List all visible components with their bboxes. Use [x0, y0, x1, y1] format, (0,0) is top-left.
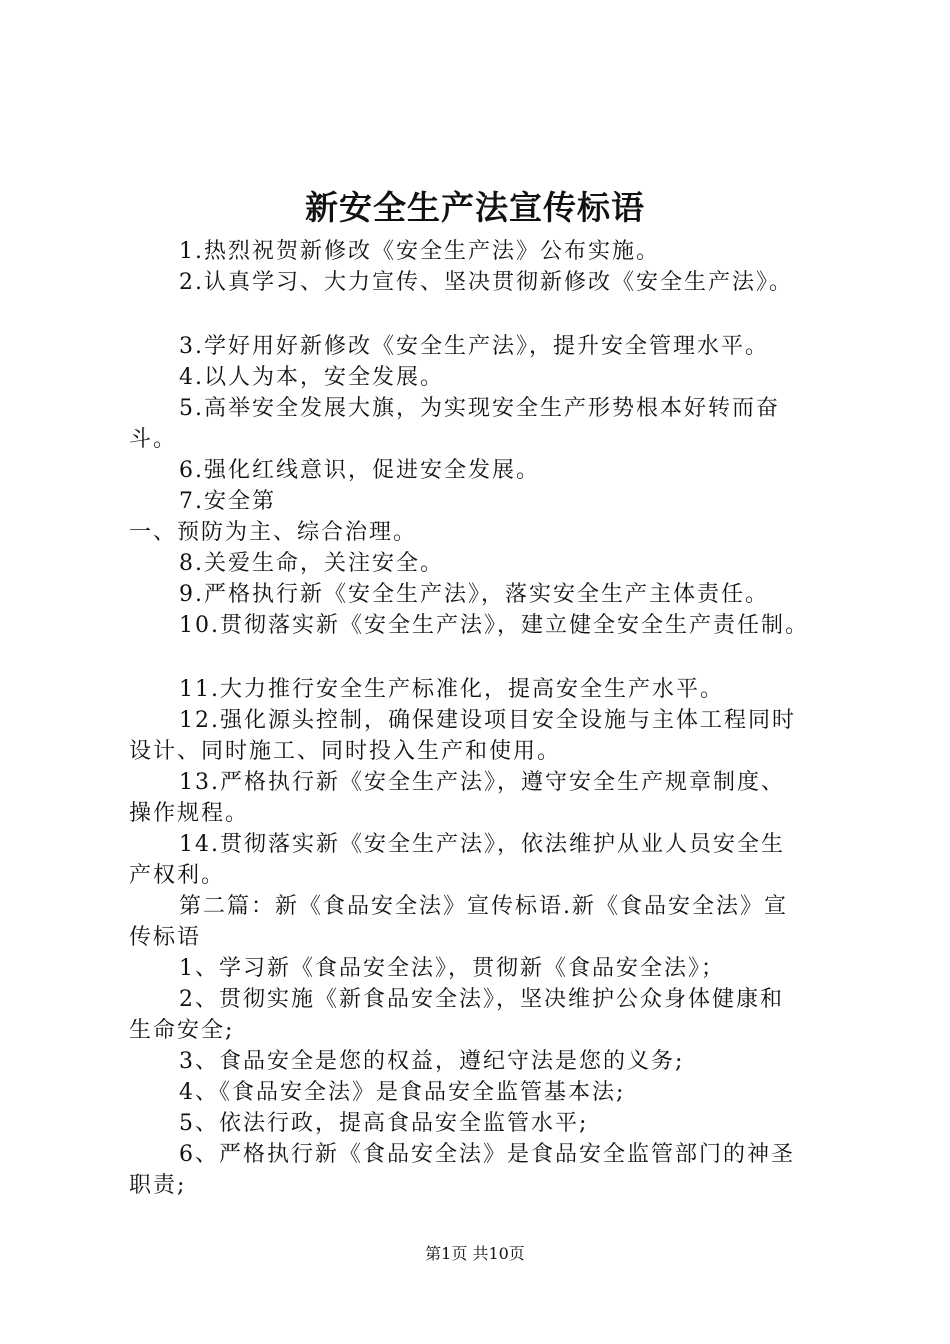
text-line: 5.高举安全发展大旗，为实现安全生产形势根本好转而奋 [179, 396, 780, 421]
text-line: 8.关爱生命，关注安全。 [179, 551, 444, 576]
text-line: 操作规程。 [129, 801, 250, 826]
text-line: 5、依法行政，提高食品安全监管水平; [179, 1111, 589, 1136]
text-line: 12.强化源头控制，确保建设项目安全设施与主体工程同时 [179, 708, 796, 733]
text-line: 2、贯彻实施《新食品安全法》，坚决维护公众身体健康和 [179, 987, 784, 1012]
text-line: 4、《食品安全法》是食品安全监管基本法; [179, 1080, 626, 1105]
paragraph-gap [129, 641, 834, 674]
text-line: 2.认真学习、大力宣传、坚决贯彻新修改《安全生产法》。 [179, 270, 793, 295]
text-line: 职责; [129, 1173, 187, 1198]
text-line: 4.以人为本，安全发展。 [179, 365, 444, 390]
text-line: 第二篇：新《食品安全法》宣传标语.新《食品安全法》宣 [179, 894, 788, 919]
text-line: 传标语 [129, 925, 202, 950]
text-line: 14.贯彻落实新《安全生产法》，依法维护从业人员安全生 [179, 832, 785, 857]
paragraph-gap [129, 298, 834, 331]
text-line: 3.学好用好新修改《安全生产法》，提升安全管理水平。 [179, 334, 769, 359]
text-line: 7.安全第 [179, 489, 276, 514]
text-line: 6.强化红线意识，促进安全发展。 [179, 458, 540, 483]
page-title: 新安全生产法宣传标语 [305, 188, 645, 227]
text-line: 生命安全; [129, 1018, 235, 1043]
text-line: 3、食品安全是您的权益，遵纪守法是您的义务; [179, 1049, 685, 1074]
text-line: 设计、同时施工、同时投入生产和使用。 [129, 739, 562, 764]
text-line: 1.热烈祝贺新修改《安全生产法》公布实施。 [179, 239, 660, 264]
text-line: 产权利。 [129, 863, 226, 888]
text-line: 13.严格执行新《安全生产法》，遵守安全生产规章制度、 [179, 770, 785, 795]
document-body [129, 236, 834, 1201]
text-line: 6、严格执行新《食品安全法》是食品安全监管部门的神圣 [179, 1142, 795, 1167]
text-line: 10.贯彻落实新《安全生产法》，建立健全安全生产责任制。 [179, 613, 809, 638]
page-footer: 第1页 共10页 [425, 1244, 525, 1263]
text-line: 一、预防为主、综合治理。 [129, 520, 418, 545]
text-line: 斗。 [129, 427, 178, 452]
text-line: 1、学习新《食品安全法》，贯彻新《食品安全法》； [179, 956, 725, 981]
text-line: 9.严格执行新《安全生产法》，落实安全生产主体责任。 [179, 582, 769, 607]
text-line: 11.大力推行安全生产标准化，提高安全生产水平。 [179, 677, 724, 702]
